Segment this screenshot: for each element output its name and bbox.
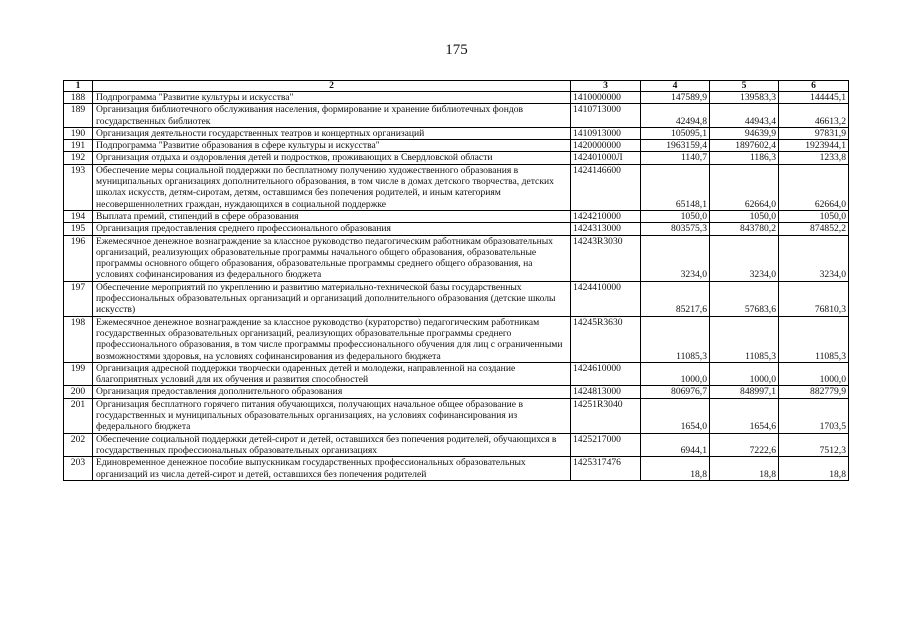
row-code: 1425317476 [571,457,641,481]
row-name: Организация предоставления среднего профессионального образования [93,223,571,235]
row-code: 1424210000 [571,210,641,222]
header-col-2: 2 [93,81,571,92]
row-code: 1424410000 [571,281,641,316]
row-code: 1424813000 [571,386,641,398]
row-value-col4: 42494,8 [641,104,710,128]
row-value-col6: 1050,0 [779,210,849,222]
table-row [64,127,849,139]
row-number: 194 [64,210,93,222]
row-value-col4: 85217,6 [641,281,710,316]
table-row [64,235,849,281]
row-name: Организация предоставления дополнительного образования [93,386,571,398]
row-code: 1424610000 [571,362,641,386]
row-value-col4: 806976,7 [641,386,710,398]
table-row [64,104,849,128]
row-name: Обеспечение мероприятий по укреплению и развитию материально-технической базы государственных профессиональных образовательных организаций и организаций дополнительного образования (детские школы искусств) [93,281,571,316]
row-number: 198 [64,316,93,362]
row-name: Ежемесячное денежное вознаграждение за классное руководство педагогическим работникам образовательных организаций, реализующих образовательные программы начального общего образования, образовательные программы основного общего образования, образовательные программы среднего общего образования, на условиях софинансирования из федерального бюджета [93,235,571,281]
table-row [64,164,849,210]
row-code: 1410713000 [571,104,641,128]
row-value-col4: 3234,0 [641,235,710,281]
row-code: 14245R3630 [571,316,641,362]
row-value-col4: 1963159,4 [641,140,710,152]
row-code: 1420000000 [571,140,641,152]
row-value-col5: 1050,0 [710,210,779,222]
row-value-col4: 1050,0 [641,210,710,222]
row-number: 203 [64,457,93,481]
row-value-col6: 46613,2 [779,104,849,128]
row-value-col4: 105095,1 [641,127,710,139]
row-value-col6: 1703,5 [779,398,849,433]
row-value-col5: 1186,3 [710,152,779,164]
row-value-col4: 1000,0 [641,362,710,386]
row-number: 197 [64,281,93,316]
row-value-col5: 18,8 [710,457,779,481]
row-value-col6: 7512,3 [779,433,849,457]
row-value-col6: 62664,0 [779,164,849,210]
row-number: 201 [64,398,93,433]
row-value-col6: 3234,0 [779,235,849,281]
row-value-col5: 1897602,4 [710,140,779,152]
row-value-col5: 7222,6 [710,433,779,457]
header-col-6: 6 [779,81,849,92]
row-code: 1425217000 [571,433,641,457]
header-col-3: 3 [571,81,641,92]
row-number: 199 [64,362,93,386]
row-number: 193 [64,164,93,210]
table-row [64,223,849,235]
row-name: Организация библиотечного обслуживания населения, формирование и хранение библиотечных фондов государственных библиотек [93,104,571,128]
row-value-col4: 11085,3 [641,316,710,362]
row-value-col5: 94639,9 [710,127,779,139]
table-row [64,398,849,433]
row-name: Организация отдыха и оздоровления детей и подростков, проживающих в Свердловской области [93,152,571,164]
budget-table [63,80,849,481]
table-row [64,210,849,222]
row-value-col5: 62664,0 [710,164,779,210]
row-number: 202 [64,433,93,457]
row-code: 1410913000 [571,127,641,139]
row-value-col4: 803575,3 [641,223,710,235]
row-value-col6: 97831,9 [779,127,849,139]
row-name: Выплата премий, стипендий в сфере образования [93,210,571,222]
header-col-1: 1 [64,81,93,92]
row-value-col5: 3234,0 [710,235,779,281]
row-code: 1424313000 [571,223,641,235]
row-number: 196 [64,235,93,281]
table-row [64,362,849,386]
row-name: Единовременное денежное пособие выпускникам государственных профессиональных образовательных организаций из числа детей-сирот и детей, оставшихся без попечения родителей [93,457,571,481]
row-value-col6: 882779,9 [779,386,849,398]
row-value-col5: 139583,3 [710,92,779,104]
row-name: Организация деятельности государственных театров и концертных организаций [93,127,571,139]
row-number: 191 [64,140,93,152]
table-row [64,386,849,398]
table-row [64,140,849,152]
row-value-col6: 144445,1 [779,92,849,104]
row-value-col6: 1233,8 [779,152,849,164]
row-value-col5: 848997,1 [710,386,779,398]
row-name: Подпрограмма "Развитие культуры и искусства" [93,92,571,104]
row-value-col4: 147589,9 [641,92,710,104]
row-number: 195 [64,223,93,235]
table-row [64,316,849,362]
row-value-col4: 65148,1 [641,164,710,210]
row-value-col5: 57683,6 [710,281,779,316]
row-value-col5: 44943,4 [710,104,779,128]
header-col-4: 4 [641,81,710,92]
row-code: 142401000Л [571,152,641,164]
row-value-col5: 843780,2 [710,223,779,235]
table-row [64,457,849,481]
row-name: Организация бесплатного горячего питания обучающихся, получающих начальное общее образование в государственных и муниципальных образовательных организациях, на условиях софинансирования из федерального бюджета [93,398,571,433]
row-number: 200 [64,386,93,398]
row-code: 1410000000 [571,92,641,104]
row-value-col4: 1140,7 [641,152,710,164]
row-value-col5: 11085,3 [710,316,779,362]
row-number: 192 [64,152,93,164]
row-value-col5: 1000,0 [710,362,779,386]
row-value-col6: 1923944,1 [779,140,849,152]
row-name: Обеспечение меры социальной поддержки по бесплатному получению художественного образования в муниципальных организациях дополнительного образования, в том числе в домах детского творчества, детских школах искусств, детям-сиротам, детям, оставшимся без попечения родителей, и иным категориям несовершеннолетних граждан, нуждающихся в социальной поддержке [93,164,571,210]
row-value-col6: 1000,0 [779,362,849,386]
row-code: 14251R3040 [571,398,641,433]
row-value-col4: 1654,0 [641,398,710,433]
table-header-row [64,81,849,92]
row-value-col4: 6944,1 [641,433,710,457]
table-row [64,433,849,457]
row-value-col6: 11085,3 [779,316,849,362]
row-value-col6: 874852,2 [779,223,849,235]
page-number: 175 [445,42,468,58]
row-code: 14243R3030 [571,235,641,281]
table-row [64,281,849,316]
row-value-col6: 76810,3 [779,281,849,316]
row-value-col4: 18,8 [641,457,710,481]
row-value-col5: 1654,6 [710,398,779,433]
row-name: Организация адресной поддержки творчески одаренных детей и молодежи, направленной на создание благоприятных условий для их обучения и развития способностей [93,362,571,386]
row-name: Подпрограмма "Развитие образования в сфере культуры и искусства" [93,140,571,152]
table-row [64,152,849,164]
header-col-5: 5 [710,81,779,92]
row-number: 190 [64,127,93,139]
row-name: Ежемесячное денежное вознаграждение за классное руководство (кураторство) педагогическим работникам государственных образовательных организаций, реализующих образовательные программы среднего профессионального образования, в том числе программы профессионального обучения для лиц с ограниченными возможностями здоровья, на условиях софинансирования из федерального бюджета [93,316,571,362]
row-number: 188 [64,92,93,104]
row-code: 1424146600 [571,164,641,210]
row-number: 189 [64,104,93,128]
row-name: Обеспечение социальной поддержки детей-сирот и детей, оставшихся без попечения родителей, обучающихся в государственных профессиональных образовательных организациях [93,433,571,457]
table-row [64,92,849,104]
row-value-col6: 18,8 [779,457,849,481]
